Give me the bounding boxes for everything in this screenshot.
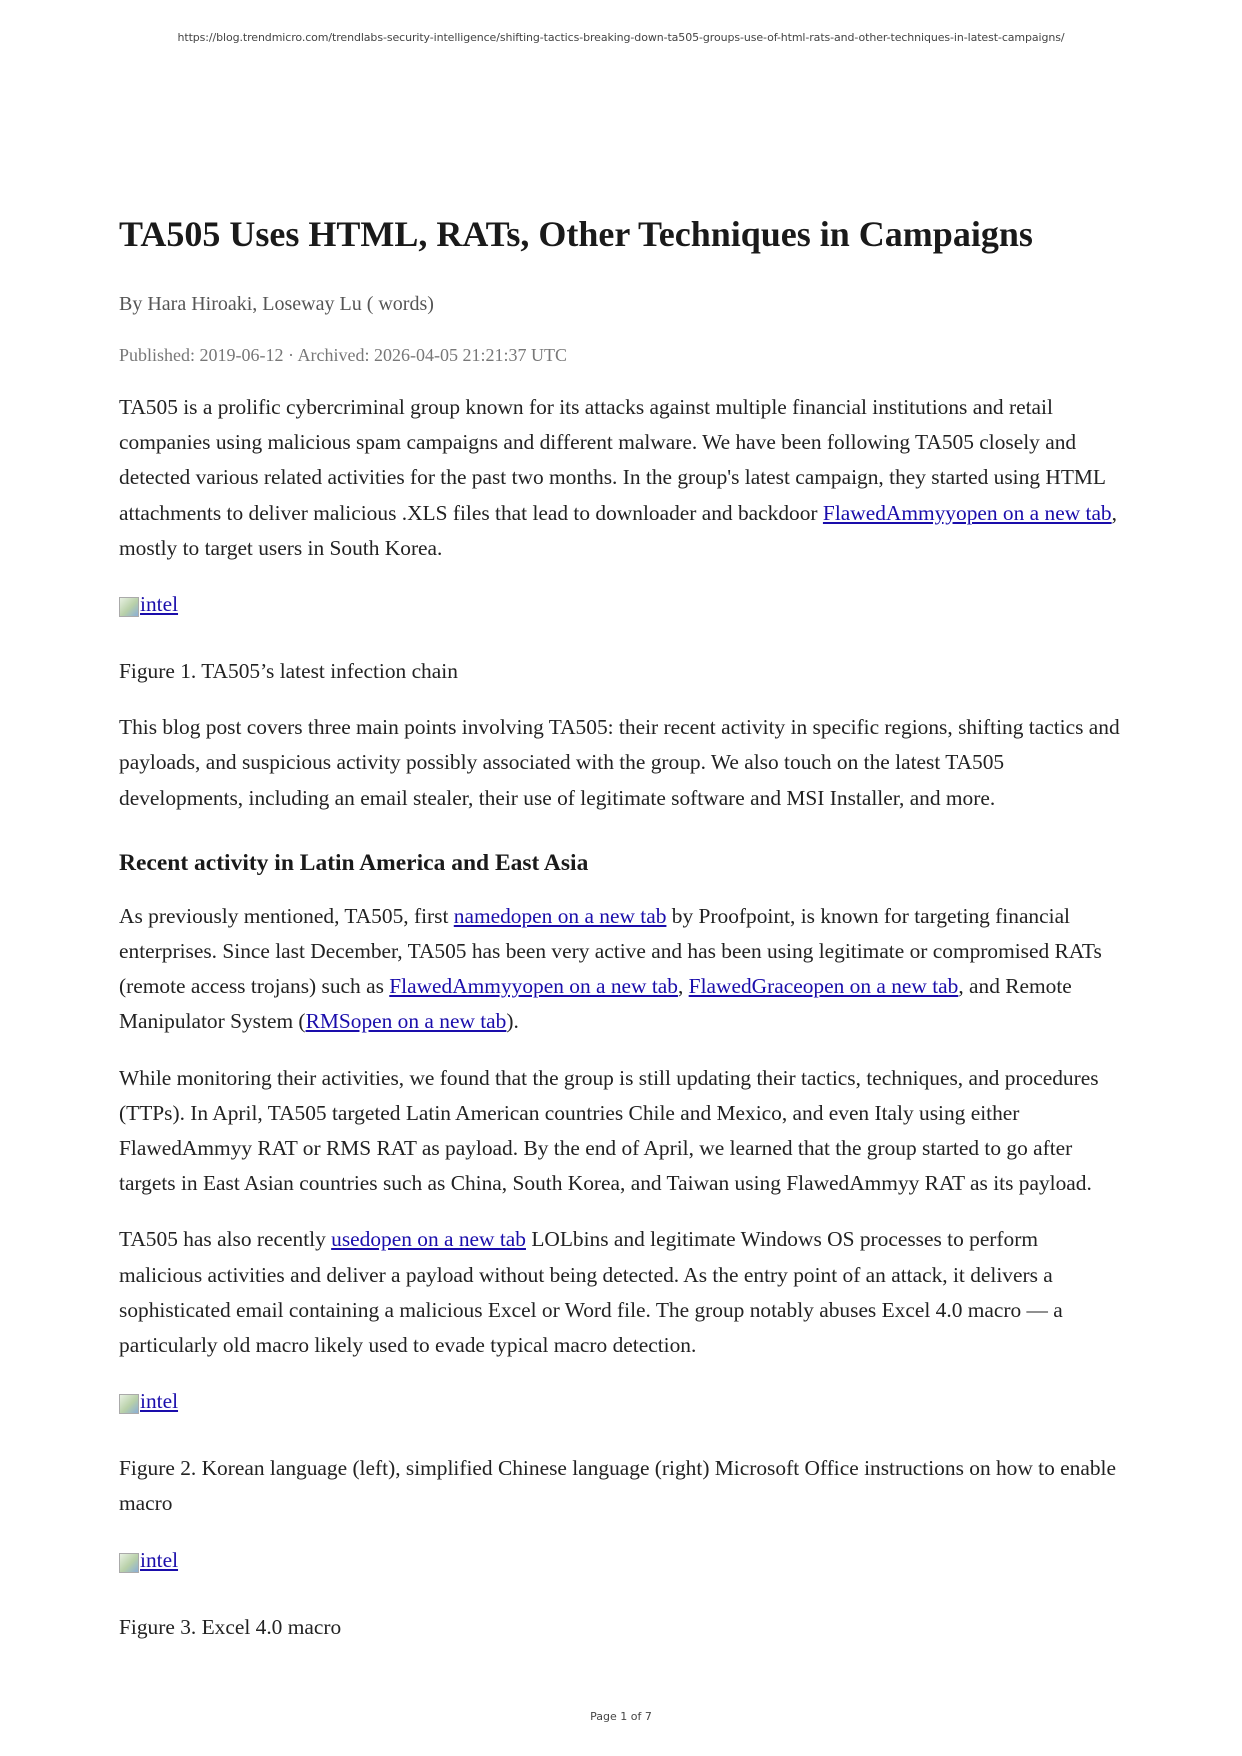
figure-1 [119, 587, 1124, 633]
figure-2-image-link[interactable] [119, 1384, 178, 1419]
overview-paragraph: This blog post covers three main points involving TA505: their recent activity in specific regions, shifting tactics and payloads, and suspicious activity possibly associated with the group. We also touch on the latest TA505 developments, including an email stealer, their use of legitimate software and MSI Installer, and more. [119, 715, 1120, 810]
section-p1-text-3: , [677, 974, 689, 999]
section-paragraph-2: While monitoring their activities, we found that the group is still updating their tactics, techniques, and procedures (TTPs). In April, TA505 targeted Latin American countries Chile and Mexico, and even Italy using either FlawedAmmyy RAT or RMS RAT as payload. By the end of April, we learned that the group started to go after targets in East Asian countries such as China, South Korea, and Taiwan using FlawedAmmyy RAT as its payload. [119, 1065, 1099, 1196]
intro-text-end: , mostly to target users in South Korea. [119, 500, 1117, 560]
figure-3 [119, 1543, 1124, 1589]
figure-3-alt: intel [140, 1547, 179, 1572]
section-p3-text-1: TA505 has also recently [119, 1227, 332, 1252]
broken-image-icon [119, 597, 139, 617]
page-number: Page 1 of 7 [590, 1710, 652, 1723]
named-link[interactable]: namedopen on a new tab [453, 903, 667, 928]
figure-1-alt: intel [140, 592, 179, 617]
used-link[interactable]: usedopen on a new tab [331, 1227, 526, 1252]
section-paragraph-3 [119, 1222, 1124, 1363]
figure-2 [119, 1384, 1124, 1430]
figure-3-caption: Figure 3. Excel 4.0 macro [119, 1614, 342, 1639]
intro-text: TA505 is a prolific cybercriminal group known for its attacks against multiple financial institutions and retail companies using malicious spam campaigns and different malware. We have been following TA505 closely and detected various related activities for the past two months. In the group's latest campaign, they started using HTML attachments to deliver malicious .XLS files that lead to downloader and backdoor [119, 395, 1106, 525]
section-paragraph-1 [119, 899, 1124, 1040]
article-byline: By Hara Hiroaki, Loseway Lu ( words) [119, 293, 434, 315]
section-heading: Recent activity in Latin America and East Asia [119, 849, 589, 876]
article-title: TA505 Uses HTML, RATs, Other Techniques in Campaigns [119, 214, 1033, 254]
broken-image-icon [119, 1394, 139, 1414]
section-p1-text-2: by Proofpoint, is known for targeting financial enterprises. Since last December, TA505 has been very active and has been using legitimate or compromised RATs (remote access trojans) such as [119, 903, 1102, 999]
section-p3-text-2: LOLbins and legitimate Windows OS processes to perform malicious activities and deliver a payload without being detected. As the entry point of an attack, it delivers a sophisticated email containing a malicious Excel or Word file. The group notably abuses Excel 4.0 macro — a particularly old macro likely used to evade typical macro detection. [119, 1227, 1063, 1358]
intro-paragraph [119, 390, 1124, 566]
figure-1-image-link[interactable] [119, 587, 178, 622]
figure-2-alt: intel [140, 1389, 179, 1414]
section-p1-text-5: ). [506, 1009, 519, 1034]
article-meta: Published: 2019-06-12 · Archived: 2026-04-05 21:21:37 UTC [119, 345, 567, 365]
flawedammyy-link-2[interactable]: FlawedAmmyyopen on a new tab [389, 974, 678, 999]
article [119, 212, 1124, 1666]
flawedammyy-link[interactable]: FlawedAmmyyopen on a new tab [822, 500, 1112, 525]
broken-image-icon [119, 1553, 139, 1573]
rms-link[interactable]: RMSopen on a new tab [305, 1009, 507, 1034]
figure-1-caption: Figure 1. TA505’s latest infection chain [119, 659, 458, 684]
flawedgrace-link[interactable]: FlawedGraceopen on a new tab [688, 974, 959, 999]
figure-2-caption: Figure 2. Korean language (left), simplified Chinese language (right) Microsoft Office instructions on how to enable macro [119, 1456, 1116, 1516]
section-p1-text-4: , and Remote Manipulator System ( [119, 974, 1072, 1034]
figure-3-image-link[interactable] [119, 1543, 178, 1578]
source-url: https://blog.trendmicro.com/trendlabs-security-intelligence/shifting-tactics-breaking-down-ta505-groups-use-of-html-rats-and-other-techniques-in-latest-campaigns/ [177, 31, 1065, 44]
section-p1-text-1: As previously mentioned, TA505, first [119, 903, 454, 928]
